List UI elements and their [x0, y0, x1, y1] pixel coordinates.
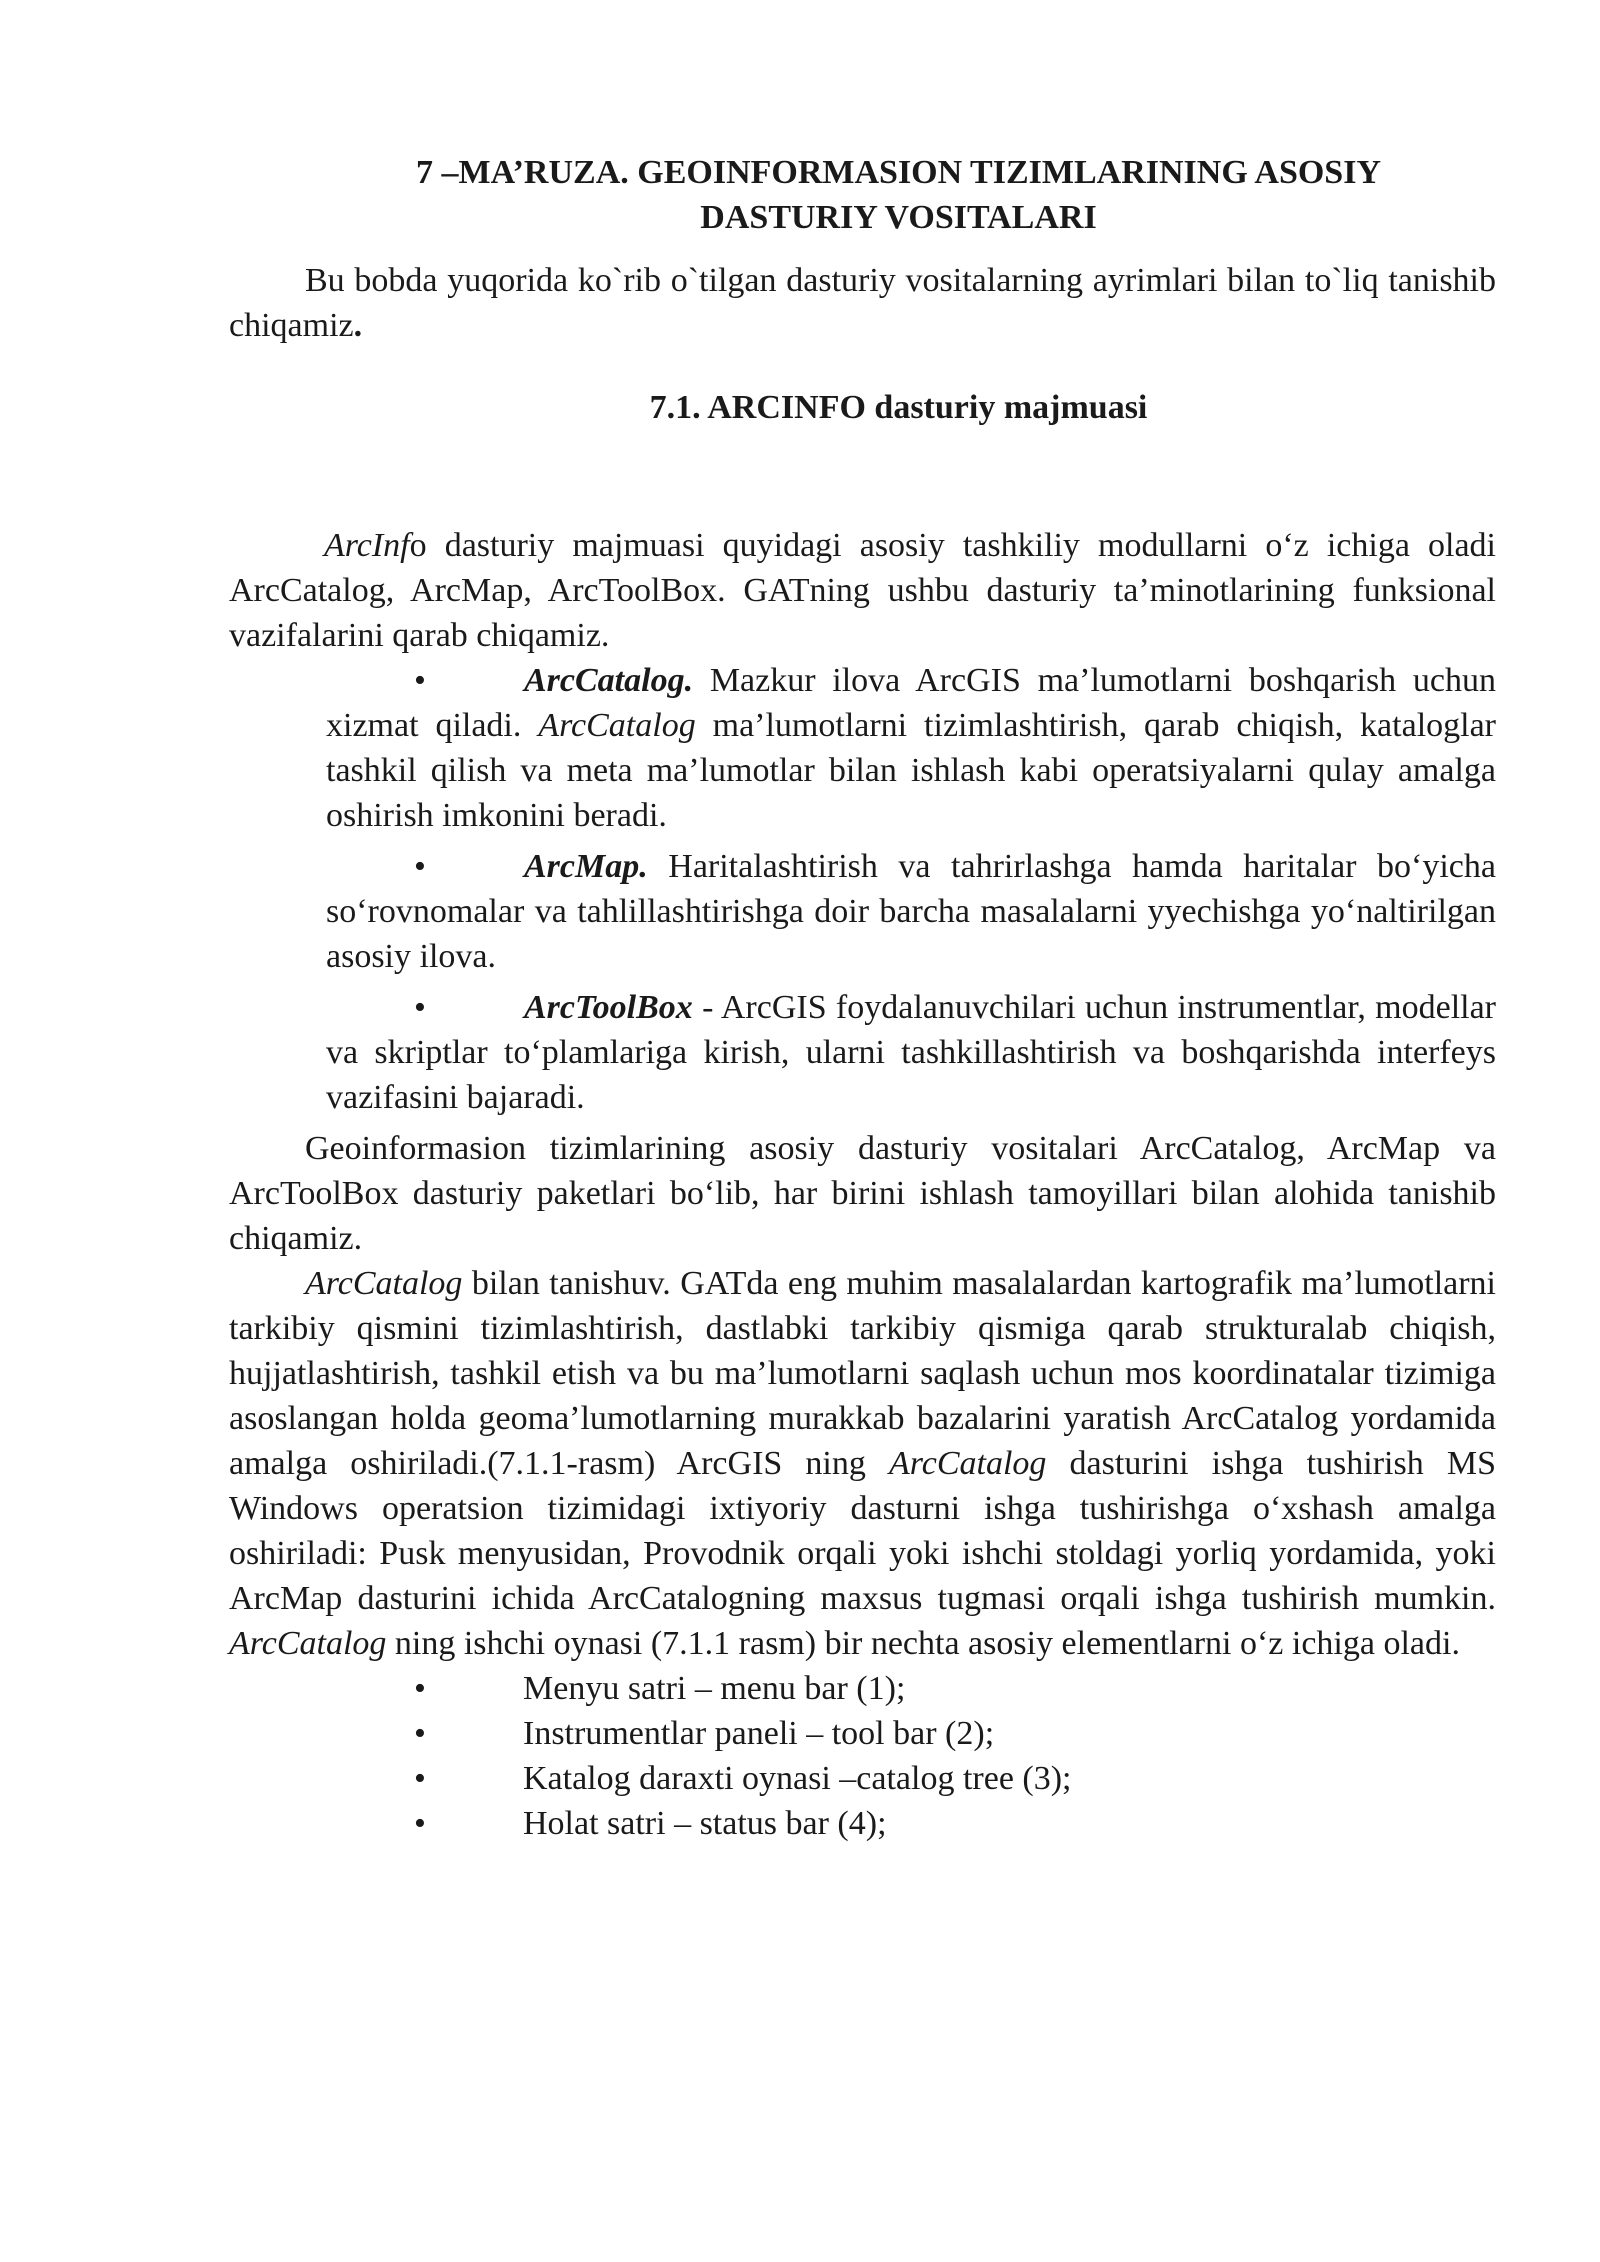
bullet-icon: • — [414, 1670, 426, 1707]
arccatalog-italic-3: ArcCatalog — [229, 1625, 387, 1662]
bullet-icon: • — [414, 1760, 426, 1797]
arccatalog-paragraph — [229, 1261, 1496, 1666]
arcinfo-paragraph — [229, 523, 1496, 658]
definition-italic: ArcCatalog — [538, 707, 696, 744]
definition-item-arctoolbox — [326, 985, 1496, 1120]
list-item-text: Katalog daraxti oynasi –catalog tree (3); — [523, 1760, 1072, 1797]
list-item-text: Instrumentlar paneli – tool bar (2); — [523, 1715, 995, 1752]
list-item-text: Holat satri – status bar (4); — [523, 1805, 887, 1842]
bullet-icon: • — [414, 848, 426, 885]
definition-term: ArcToolBox — [524, 989, 693, 1026]
bullet-icon: • — [414, 989, 426, 1026]
arcinfo-italic: ArcInf — [324, 527, 410, 564]
document-page — [229, 150, 1496, 1846]
section-heading: 7.1. ARCINFO dasturiy majmuasi — [649, 389, 1148, 426]
arccatalog-text-3: ning ishchi oynasi (7.1.1 rasm) bir nechta asosiy elementlarni o‘z ichiga oladi. — [386, 1625, 1460, 1662]
definition-item-arcmap — [326, 844, 1496, 979]
bullet-icon: • — [414, 1715, 426, 1752]
list-item-text: Menyu satri – menu bar (1); — [523, 1670, 906, 1707]
lecture-title — [229, 150, 1496, 240]
definition-item-arccatalog — [326, 658, 1496, 838]
summary-paragraph: Geoinformasion tizimlarining asosiy dasturiy vositalari ArcCatalog, ArcMap va ArcToolBox dasturiy paketlari bo‘lib, har birini ishlash tamoyillari bilan alohida tanishib chiqamiz. — [229, 1130, 1496, 1257]
intro-period: . — [353, 307, 363, 344]
definition-term: ArcCatalog. — [524, 662, 694, 699]
definition-text: Mazkur ilova ArcGIS ma’lumotlarni boshqarish uchun xizmat qiladi. — [326, 662, 1496, 744]
arccatalog-italic-2: ArcCatalog — [889, 1445, 1047, 1482]
list-item — [229, 1711, 1496, 1756]
bullet-icon: • — [414, 1805, 426, 1842]
title-line-1: 7 –MA’RUZA. GEOINFORMASION TIZIMLARINING ASOSIY — [415, 154, 1381, 191]
definition-text: - ArcGIS foydalanuvchilari uchun instrumentlar, modellar va skriptlar to‘plamlariga kirish, ularni tashkillashtirish va boshqarishda interfeys vazifasini bajaradi. — [326, 989, 1496, 1116]
definition-text: Haritalashtirish va tahrirlashga hamda haritalar bo‘yicha so‘rovnomalar va tahlillashtirishga doir barcha masalalarni yyechishga yo‘naltirilgan asosiy ilova. — [326, 848, 1496, 975]
window-elements-list — [229, 1666, 1496, 1846]
arccatalog-text-1: bilan tanishuv. GATda eng muhim masalalardan kartografik ma’lumotlarni tarkibiy qismini tizimlashtirish, dastlabki tarkibiy qismiga qarab strukturalab chiqish, hujjatlashtirish, tashkil etish va bu ma’lumotlarni saqlash uchun mos koordinatalar tizimiga asoslangan holda geoma’lumotlarning murakkab bazalarini yaratish ArcCatalog yordamida amalga oshiriladi.(7.1.1-rasm) ArcGIS ning — [229, 1265, 1496, 1482]
list-item — [229, 1666, 1496, 1711]
definition-term: ArcMap. — [524, 848, 648, 885]
intro-text: Bu bobda yuqorida ko`rib o`tilgan dasturiy vositalarning ayrimlari bilan to`liq tanishib chiqamiz — [229, 262, 1496, 344]
bullet-icon: • — [414, 662, 426, 699]
title-line-2: DASTURIY VOSITALARI — [700, 199, 1097, 236]
arccatalog-text-2: dasturini ishga tushirish MS Windows operatsion tizimidagi ixtiyoriy dasturni ishga tushirishga o‘xshash amalga oshiriladi: Pusk menyusidan, Provodnik orqali yoki ishchi stoldagi yorliq yordamida, yoki ArcMap dasturini ichida ArcCatalogning maxsus tugmasi orqali ishga tushirish mumkin. — [229, 1445, 1496, 1617]
module-definition-list — [229, 658, 1496, 1120]
list-item — [229, 1801, 1496, 1846]
arccatalog-italic-1: ArcCatalog — [305, 1265, 463, 1302]
arcinfo-text: o dasturiy majmuasi quyidagi asosiy tashkiliy modullarni o‘z ichiga oladi ArcCatalog, ArcMap, ArcToolBox. GATning ushbu dasturiy ta’minotlarining funksional vazifalarini qarab chiqamiz. — [229, 527, 1496, 654]
definition-text-continued: ma’lumotlarni tizimlashtirish, qarab chiqish, kataloglar tashkil qilish va meta ma’lumotlar bilan ishlash kabi operatsiyalarni qulay amalga oshirish imkonini beradi. — [326, 707, 1496, 834]
list-item — [229, 1756, 1496, 1801]
intro-paragraph — [229, 258, 1496, 348]
